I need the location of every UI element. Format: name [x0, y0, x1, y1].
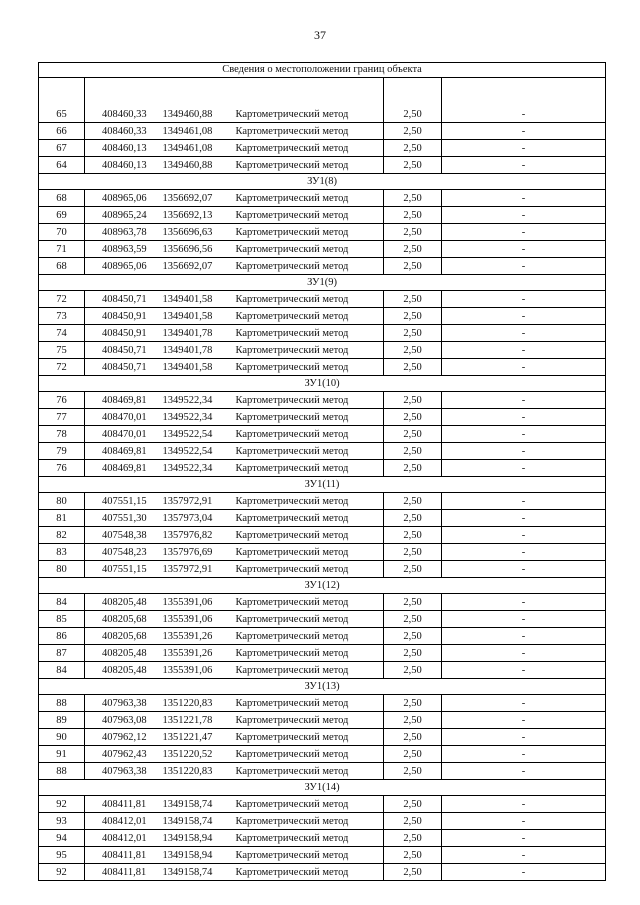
method-cell: Картометрический метод [234, 392, 384, 409]
description-cell: - [442, 847, 606, 864]
coord-x-cell: 407963,08 [85, 712, 159, 729]
point-number-cell: 81 [39, 510, 85, 527]
coord-y-cell: 1351220,52 [159, 746, 234, 763]
coord-x-cell: 407551,15 [85, 561, 159, 578]
coord-y-cell: 1355391,06 [159, 594, 234, 611]
accuracy-cell: 2,50 [384, 409, 442, 426]
accuracy-cell: 2,50 [384, 224, 442, 241]
coord-x-cell: 407548,38 [85, 527, 159, 544]
table-row [39, 291, 606, 308]
group-label: ЗУ1(13) [39, 679, 606, 695]
coord-x-cell: 407963,38 [85, 695, 159, 712]
point-number-cell: 82 [39, 527, 85, 544]
table-row [39, 426, 606, 443]
coord-y-cell: 1349522,34 [159, 392, 234, 409]
accuracy-cell: 2,50 [384, 157, 442, 174]
coord-y-cell: 1349158,74 [159, 796, 234, 813]
accuracy-cell: 2,50 [384, 662, 442, 679]
coord-x-cell: 408412,01 [85, 830, 159, 847]
point-number-cell: 65 [39, 106, 85, 123]
point-number-cell: 92 [39, 864, 85, 881]
description-cell: - [442, 426, 606, 443]
coord-y-cell: 1356696,56 [159, 241, 234, 258]
coord-x-cell: 408460,13 [85, 157, 159, 174]
coord-x-cell: 408411,81 [85, 864, 159, 881]
table-row [39, 729, 606, 746]
table-row [39, 443, 606, 460]
method-cell: Картометрический метод [234, 830, 384, 847]
table-row [39, 662, 606, 679]
coord-x-cell: 408412,01 [85, 813, 159, 830]
coord-x-cell: 407551,30 [85, 510, 159, 527]
table-row [39, 409, 606, 426]
point-number-cell: 90 [39, 729, 85, 746]
group-label: ЗУ1(9) [39, 275, 606, 291]
coord-y-cell: 1349158,74 [159, 864, 234, 881]
point-number-cell: 72 [39, 359, 85, 376]
coord-x-cell: 408450,91 [85, 325, 159, 342]
method-cell: Картометрический метод [234, 106, 384, 123]
method-cell: Картометрический метод [234, 460, 384, 477]
description-cell: - [442, 409, 606, 426]
point-number-cell: 85 [39, 611, 85, 628]
description-cell: - [442, 106, 606, 123]
table-row [39, 847, 606, 864]
method-cell: Картометрический метод [234, 224, 384, 241]
accuracy-cell: 2,50 [384, 628, 442, 645]
method-cell: Картометрический метод [234, 493, 384, 510]
coord-x-cell: 408450,71 [85, 342, 159, 359]
point-number-cell: 89 [39, 712, 85, 729]
table-row [39, 157, 606, 174]
method-cell: Картометрический метод [234, 611, 384, 628]
method-cell: Картометрический метод [234, 325, 384, 342]
table-caption-row [39, 63, 606, 78]
point-number-cell: 88 [39, 763, 85, 780]
method-cell: Картометрический метод [234, 123, 384, 140]
description-cell: - [442, 712, 606, 729]
table-row [39, 224, 606, 241]
table-row [39, 258, 606, 275]
coord-x-cell: 408470,01 [85, 426, 159, 443]
table-row [39, 308, 606, 325]
coord-x-cell: 408450,71 [85, 291, 159, 308]
description-cell: - [442, 190, 606, 207]
point-number-cell: 92 [39, 796, 85, 813]
coord-y-cell: 1349460,88 [159, 157, 234, 174]
coord-x-cell: 408470,01 [85, 409, 159, 426]
accuracy-cell: 2,50 [384, 510, 442, 527]
table-row [39, 628, 606, 645]
description-cell: - [442, 813, 606, 830]
method-cell: Картометрический метод [234, 140, 384, 157]
accuracy-cell: 2,50 [384, 864, 442, 881]
coord-y-cell: 1349401,58 [159, 291, 234, 308]
description-cell: - [442, 207, 606, 224]
point-number-cell: 94 [39, 830, 85, 847]
description-cell: - [442, 796, 606, 813]
coord-x-cell: 408965,06 [85, 258, 159, 275]
accuracy-cell: 2,50 [384, 594, 442, 611]
coord-y-cell: 1351220,83 [159, 695, 234, 712]
accuracy-cell: 2,50 [384, 493, 442, 510]
coord-x-cell: 408205,48 [85, 645, 159, 662]
group-header-row [39, 679, 606, 695]
accuracy-cell: 2,50 [384, 645, 442, 662]
accuracy-cell: 2,50 [384, 106, 442, 123]
coord-y-cell: 1349158,94 [159, 830, 234, 847]
description-cell: - [442, 594, 606, 611]
table-row [39, 746, 606, 763]
table-row [39, 763, 606, 780]
coord-y-cell: 1355391,06 [159, 611, 234, 628]
description-cell: - [442, 460, 606, 477]
accuracy-cell: 2,50 [384, 207, 442, 224]
coord-x-cell: 407548,23 [85, 544, 159, 561]
description-cell: - [442, 662, 606, 679]
table-row [39, 830, 606, 847]
point-number-cell: 72 [39, 291, 85, 308]
point-number-cell: 80 [39, 493, 85, 510]
group-label: ЗУ1(10) [39, 376, 606, 392]
method-cell: Картометрический метод [234, 207, 384, 224]
table-row [39, 241, 606, 258]
coord-y-cell: 1349401,78 [159, 325, 234, 342]
coord-x-cell: 408205,48 [85, 594, 159, 611]
accuracy-cell: 2,50 [384, 830, 442, 847]
table-spacer-row [39, 78, 606, 107]
description-cell: - [442, 224, 606, 241]
group-header-row [39, 174, 606, 190]
accuracy-cell: 2,50 [384, 359, 442, 376]
coord-x-cell: 408963,59 [85, 241, 159, 258]
description-cell: - [442, 729, 606, 746]
coord-y-cell: 1351221,78 [159, 712, 234, 729]
coord-y-cell: 1349522,34 [159, 460, 234, 477]
group-header-row [39, 477, 606, 493]
point-number-cell: 73 [39, 308, 85, 325]
coord-x-cell: 408460,13 [85, 140, 159, 157]
accuracy-cell: 2,50 [384, 291, 442, 308]
coord-y-cell: 1349401,58 [159, 359, 234, 376]
table-row [39, 645, 606, 662]
accuracy-cell: 2,50 [384, 561, 442, 578]
description-cell: - [442, 123, 606, 140]
table-row [39, 190, 606, 207]
accuracy-cell: 2,50 [384, 729, 442, 746]
description-cell: - [442, 258, 606, 275]
coord-x-cell: 408469,81 [85, 443, 159, 460]
accuracy-cell: 2,50 [384, 392, 442, 409]
method-cell: Картометрический метод [234, 746, 384, 763]
accuracy-cell: 2,50 [384, 258, 442, 275]
point-number-cell: 76 [39, 392, 85, 409]
group-header-row [39, 780, 606, 796]
table-row [39, 527, 606, 544]
page-number: 37 [314, 28, 326, 42]
boundary-coordinates-table [38, 62, 606, 881]
coord-y-cell: 1349158,94 [159, 847, 234, 864]
description-cell: - [442, 628, 606, 645]
coord-y-cell: 1357973,04 [159, 510, 234, 527]
coord-y-cell: 1349158,74 [159, 813, 234, 830]
point-number-cell: 78 [39, 426, 85, 443]
description-cell: - [442, 308, 606, 325]
point-number-cell: 83 [39, 544, 85, 561]
point-number-cell: 64 [39, 157, 85, 174]
coord-y-cell: 1349460,88 [159, 106, 234, 123]
group-header-row [39, 376, 606, 392]
accuracy-cell: 2,50 [384, 190, 442, 207]
accuracy-cell: 2,50 [384, 796, 442, 813]
coord-y-cell: 1349461,08 [159, 123, 234, 140]
coord-y-cell: 1351220,83 [159, 763, 234, 780]
coord-y-cell: 1356692,07 [159, 258, 234, 275]
method-cell: Картометрический метод [234, 258, 384, 275]
coord-y-cell: 1349522,54 [159, 443, 234, 460]
description-cell: - [442, 544, 606, 561]
method-cell: Картометрический метод [234, 426, 384, 443]
accuracy-cell: 2,50 [384, 763, 442, 780]
point-number-cell: 87 [39, 645, 85, 662]
group-label: ЗУ1(11) [39, 477, 606, 493]
description-cell: - [442, 241, 606, 258]
description-cell: - [442, 359, 606, 376]
table-row [39, 544, 606, 561]
coord-x-cell: 408411,81 [85, 796, 159, 813]
coord-x-cell: 407962,12 [85, 729, 159, 746]
description-cell: - [442, 611, 606, 628]
coord-y-cell: 1349461,08 [159, 140, 234, 157]
method-cell: Картометрический метод [234, 796, 384, 813]
accuracy-cell: 2,50 [384, 241, 442, 258]
method-cell: Картометрический метод [234, 241, 384, 258]
table-row [39, 796, 606, 813]
group-label: ЗУ1(12) [39, 578, 606, 594]
point-number-cell: 75 [39, 342, 85, 359]
method-cell: Картометрический метод [234, 342, 384, 359]
coord-x-cell: 408205,68 [85, 628, 159, 645]
table-row [39, 813, 606, 830]
accuracy-cell: 2,50 [384, 426, 442, 443]
coord-y-cell: 1356692,07 [159, 190, 234, 207]
accuracy-cell: 2,50 [384, 746, 442, 763]
coord-y-cell: 1351221,47 [159, 729, 234, 746]
accuracy-cell: 2,50 [384, 123, 442, 140]
method-cell: Картометрический метод [234, 527, 384, 544]
accuracy-cell: 2,50 [384, 813, 442, 830]
table-row [39, 460, 606, 477]
coord-x-cell: 408205,48 [85, 662, 159, 679]
description-cell: - [442, 493, 606, 510]
coord-x-cell: 407963,38 [85, 763, 159, 780]
table-row [39, 493, 606, 510]
description-cell: - [442, 746, 606, 763]
coord-y-cell: 1357972,91 [159, 561, 234, 578]
point-number-cell: 76 [39, 460, 85, 477]
group-header-row [39, 275, 606, 291]
point-number-cell: 88 [39, 695, 85, 712]
method-cell: Картометрический метод [234, 443, 384, 460]
coord-x-cell: 408205,68 [85, 611, 159, 628]
description-cell: - [442, 695, 606, 712]
description-cell: - [442, 140, 606, 157]
point-number-cell: 84 [39, 594, 85, 611]
method-cell: Картометрический метод [234, 308, 384, 325]
coord-x-cell: 408965,24 [85, 207, 159, 224]
coord-x-cell: 408460,33 [85, 106, 159, 123]
table-row [39, 106, 606, 123]
point-number-cell: 91 [39, 746, 85, 763]
point-number-cell: 71 [39, 241, 85, 258]
method-cell: Картометрический метод [234, 864, 384, 881]
coord-y-cell: 1357976,82 [159, 527, 234, 544]
method-cell: Картометрический метод [234, 645, 384, 662]
coord-y-cell: 1355391,06 [159, 662, 234, 679]
table-row [39, 325, 606, 342]
coord-x-cell: 408469,81 [85, 392, 159, 409]
point-number-cell: 66 [39, 123, 85, 140]
method-cell: Картометрический метод [234, 847, 384, 864]
accuracy-cell: 2,50 [384, 847, 442, 864]
method-cell: Картометрический метод [234, 763, 384, 780]
group-label: ЗУ1(14) [39, 780, 606, 796]
accuracy-cell: 2,50 [384, 443, 442, 460]
method-cell: Картометрический метод [234, 813, 384, 830]
accuracy-cell: 2,50 [384, 712, 442, 729]
coord-x-cell: 408469,81 [85, 460, 159, 477]
coord-x-cell: 407551,15 [85, 493, 159, 510]
description-cell: - [442, 157, 606, 174]
table-row [39, 342, 606, 359]
method-cell: Картометрический метод [234, 561, 384, 578]
description-cell: - [442, 645, 606, 662]
method-cell: Картометрический метод [234, 157, 384, 174]
description-cell: - [442, 527, 606, 544]
coord-y-cell: 1357972,91 [159, 493, 234, 510]
table-row [39, 611, 606, 628]
coord-y-cell: 1356692,13 [159, 207, 234, 224]
accuracy-cell: 2,50 [384, 527, 442, 544]
description-cell: - [442, 561, 606, 578]
coord-y-cell: 1349401,78 [159, 342, 234, 359]
table-row [39, 695, 606, 712]
method-cell: Картометрический метод [234, 729, 384, 746]
accuracy-cell: 2,50 [384, 342, 442, 359]
method-cell: Картометрический метод [234, 712, 384, 729]
point-number-cell: 68 [39, 190, 85, 207]
accuracy-cell: 2,50 [384, 308, 442, 325]
description-cell: - [442, 342, 606, 359]
table-row [39, 207, 606, 224]
method-cell: Картометрический метод [234, 594, 384, 611]
table-row [39, 392, 606, 409]
method-cell: Картометрический метод [234, 359, 384, 376]
accuracy-cell: 2,50 [384, 544, 442, 561]
description-cell: - [442, 443, 606, 460]
point-number-cell: 79 [39, 443, 85, 460]
method-cell: Картометрический метод [234, 695, 384, 712]
coord-x-cell: 408450,91 [85, 308, 159, 325]
coord-y-cell: 1349522,54 [159, 426, 234, 443]
point-number-cell: 67 [39, 140, 85, 157]
coord-y-cell: 1355391,26 [159, 645, 234, 662]
point-number-cell: 84 [39, 662, 85, 679]
table-row [39, 864, 606, 881]
point-number-cell: 80 [39, 561, 85, 578]
accuracy-cell: 2,50 [384, 325, 442, 342]
point-number-cell: 69 [39, 207, 85, 224]
method-cell: Картометрический метод [234, 662, 384, 679]
group-header-row [39, 578, 606, 594]
method-cell: Картометрический метод [234, 291, 384, 308]
coord-x-cell: 408460,33 [85, 123, 159, 140]
table-row [39, 510, 606, 527]
description-cell: - [442, 392, 606, 409]
coord-x-cell: 408965,06 [85, 190, 159, 207]
accuracy-cell: 2,50 [384, 695, 442, 712]
description-cell: - [442, 763, 606, 780]
coord-y-cell: 1355391,26 [159, 628, 234, 645]
accuracy-cell: 2,50 [384, 140, 442, 157]
table-row [39, 594, 606, 611]
method-cell: Картометрический метод [234, 510, 384, 527]
description-cell: - [442, 830, 606, 847]
method-cell: Картометрический метод [234, 190, 384, 207]
table-caption: Сведения о местоположении границ объекта [39, 63, 606, 78]
point-number-cell: 93 [39, 813, 85, 830]
group-label: ЗУ1(8) [39, 174, 606, 190]
point-number-cell: 77 [39, 409, 85, 426]
table-row [39, 359, 606, 376]
coord-y-cell: 1357976,69 [159, 544, 234, 561]
table-row [39, 123, 606, 140]
coord-y-cell: 1356696,63 [159, 224, 234, 241]
point-number-cell: 68 [39, 258, 85, 275]
table-row [39, 561, 606, 578]
method-cell: Картометрический метод [234, 628, 384, 645]
method-cell: Картометрический метод [234, 409, 384, 426]
accuracy-cell: 2,50 [384, 611, 442, 628]
point-number-cell: 86 [39, 628, 85, 645]
accuracy-cell: 2,50 [384, 460, 442, 477]
description-cell: - [442, 291, 606, 308]
coord-x-cell: 408450,71 [85, 359, 159, 376]
coord-x-cell: 407962,43 [85, 746, 159, 763]
coord-x-cell: 408963,78 [85, 224, 159, 241]
table-row [39, 712, 606, 729]
coord-y-cell: 1349522,34 [159, 409, 234, 426]
point-number-cell: 95 [39, 847, 85, 864]
coord-y-cell: 1349401,58 [159, 308, 234, 325]
point-number-cell: 74 [39, 325, 85, 342]
method-cell: Картометрический метод [234, 544, 384, 561]
description-cell: - [442, 510, 606, 527]
point-number-cell: 70 [39, 224, 85, 241]
description-cell: - [442, 325, 606, 342]
table-row [39, 140, 606, 157]
coord-x-cell: 408411,81 [85, 847, 159, 864]
description-cell: - [442, 864, 606, 881]
